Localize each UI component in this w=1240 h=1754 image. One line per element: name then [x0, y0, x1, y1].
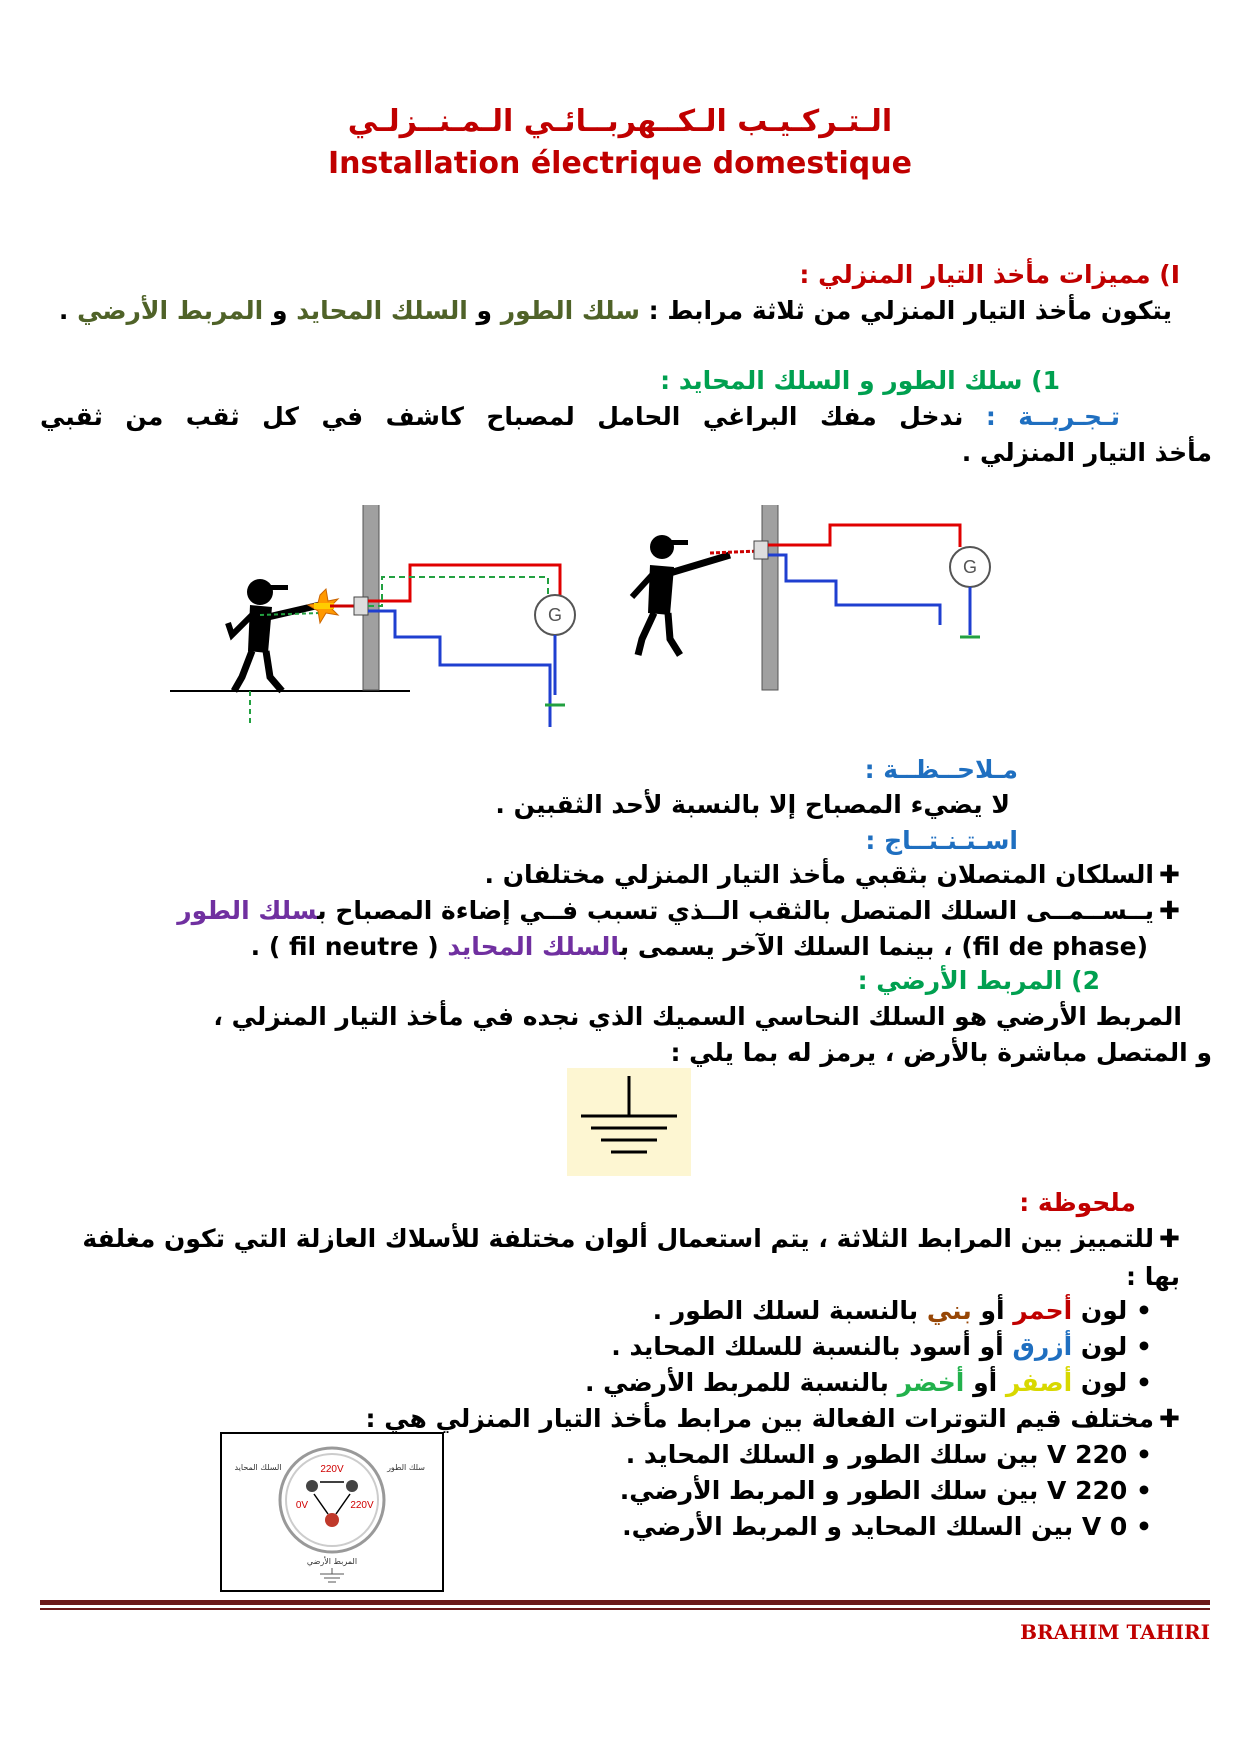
section1-intro — [42, 292, 1172, 330]
observation-label: مـلاحــظــة : — [864, 755, 1018, 784]
generator-left-label: G — [547, 605, 563, 625]
color-pre: لون — [1080, 1368, 1128, 1397]
color-brown: بني — [926, 1296, 972, 1325]
right-scene — [632, 505, 990, 690]
sub1-heading: 1) سلك الطور و السلك المحايد : — [660, 366, 1060, 395]
conclusion-item1 — [180, 856, 1180, 894]
label-phase: سلك الطور — [387, 1463, 425, 1472]
color-red: أحمر — [1013, 1296, 1073, 1325]
page-title-arabic: الـتـركـيـب الـكــهربــائـي الـمـنــزلـي — [347, 104, 893, 139]
term-neutral-2: السلك المحايد — [447, 932, 620, 961]
socket-left — [354, 597, 368, 615]
conclusion-mid: ، بينما السلك الآخر يسمى ب — [619, 932, 953, 961]
voltage-line-2: • 220 V بين سلك الطور و المربط الأرضي. — [619, 1476, 1152, 1505]
intro-end: . — [58, 296, 69, 325]
color-black: أسود — [909, 1332, 971, 1361]
note-label: ملحوظة : — [1019, 1188, 1136, 1217]
conclusion-item2 — [40, 892, 1180, 930]
person-right — [632, 535, 730, 655]
note-item1-text: للتمييز بين المرابط الثلاثة ، يتم استعمال ألوان مختلفة للأسلاك العازلة التي تكون مغلفة بها : — [82, 1224, 1180, 1291]
color-or: أو — [973, 1368, 998, 1397]
bullet-icon: ✚ — [1159, 860, 1180, 889]
person-left — [228, 579, 320, 691]
term-neutral: السلك المحايد — [296, 296, 468, 325]
conclusion-label: اسـتـنـتــاج : — [865, 826, 1018, 855]
experiment-label: تـجـربــة : — [985, 402, 1120, 431]
socket-voltage-diagram — [220, 1432, 444, 1592]
footer-author: BRAHIM TAHIRI — [1020, 1620, 1210, 1644]
color-yellow: أصفر — [1005, 1368, 1073, 1397]
label-v-left: 0V — [295, 1500, 309, 1511]
voltage-value: 0 V — [1081, 1512, 1128, 1541]
conclusion-item2-text: يــســمــى السلك المتصل بالثقب الــذي تسبب فــي إضاءة المصباح ب — [317, 896, 1154, 925]
color-line-neutral: • لون أزرق أو أسود بالنسبة للسلك المحايد . — [611, 1332, 1152, 1361]
voltage-text: بين سلك الطور و السلك المحايد . — [625, 1440, 1039, 1469]
generator-right-label: G — [962, 557, 978, 577]
voltage-value: 220 V — [1047, 1476, 1128, 1505]
note-item2-text: مختلف قيم التوترات الفعالة بين مرابط مأخذ التيار المنزلي هي : — [365, 1404, 1154, 1433]
color-or: أو — [980, 1296, 1005, 1325]
conclusion-item1-text: السلكان المتصلان بثقبي مأخذ التيار المنزلي مختلفان . — [484, 860, 1154, 889]
intro-text: يتكون مأخذ التيار المنزلي من ثلاثة مرابط : — [648, 296, 1172, 325]
earth-pin — [325, 1513, 339, 1527]
socket-right — [754, 541, 768, 559]
color-post: بالنسبة لسلك الطور . — [652, 1296, 919, 1325]
intro-and-2: و — [271, 296, 288, 325]
experiment-line2: مأخذ التيار المنزلي . — [961, 438, 1212, 467]
voltage-text: بين سلك الطور و المربط الأرضي. — [619, 1476, 1039, 1505]
color-pre: لون — [1080, 1296, 1128, 1325]
sub2-text-2: و المتصل مباشرة بالأرض ، يرمز له بما يلي : — [670, 1038, 1212, 1067]
wall-right — [762, 505, 778, 690]
neutral-hole — [306, 1480, 318, 1492]
term-phase-2: سلك الطور — [177, 896, 318, 925]
color-or: أو — [979, 1332, 1004, 1361]
footer-rule-thin — [40, 1608, 1210, 1610]
bullet-icon: ✚ — [1159, 896, 1180, 925]
color-post: بالنسبة للسلك المحايد . — [611, 1332, 901, 1361]
voltage-line-1: • 220 V بين سلك الطور و السلك المحايد . — [625, 1440, 1152, 1469]
voltage-line-3: • 0 V بين السلك المحايد و المربط الأرضي. — [622, 1512, 1152, 1541]
phase-fr: (fil de phase) — [961, 932, 1148, 961]
note-item1 — [60, 1220, 1180, 1296]
color-line-phase: • لون أحمر أو بني بالنسبة لسلك الطور . — [652, 1296, 1152, 1325]
section1-heading: I) مميزات مأخذ التيار المنزلي : — [799, 260, 1180, 289]
phase-hole — [346, 1480, 358, 1492]
bullet-icon: ✚ — [1159, 1224, 1180, 1253]
experiment-line1 — [40, 398, 1120, 436]
sub2-heading: 2) المربط الأرضي : — [857, 966, 1100, 995]
intro-and-1: و — [476, 296, 493, 325]
sub2-text-1: المربط الأرضي هو السلك النحاسي السميك الذي نجده في مأخذ التيار المنزلي ، — [213, 1002, 1182, 1031]
term-earth: المربط الأرضي — [77, 296, 264, 325]
term-phase: سلك الطور — [500, 296, 640, 325]
experiment-text: ندخل مفك البراغي الحامل لمصباح كاشف في كل ثقب من ثقبي — [40, 402, 964, 431]
label-v-right: 220V — [350, 1500, 374, 1511]
label-neutral: السلك المحايد — [234, 1463, 282, 1472]
color-line-earth: • لون أصفر أو أخضر بالنسبة للمربط الأرضي . — [584, 1368, 1152, 1397]
color-blue: أزرق — [1012, 1332, 1073, 1361]
label-v-top: 220V — [320, 1464, 344, 1475]
color-post: بالنسبة للمربط الأرضي . — [584, 1368, 889, 1397]
color-green: أخضر — [897, 1368, 965, 1397]
label-earth: المربط الأرضي — [306, 1557, 358, 1566]
bullet-icon: ✚ — [1159, 1404, 1180, 1433]
conclusion-item2-line2 — [148, 928, 1148, 966]
observation-text: لا يضيء المصباح إلا بالنسبة لأحد الثقبين . — [495, 790, 1010, 819]
color-pre: لون — [1080, 1332, 1128, 1361]
earth-symbol-icon — [567, 1068, 691, 1176]
voltage-text: بين السلك المحايد و المربط الأرضي. — [622, 1512, 1074, 1541]
conclusion-end: . — [250, 932, 261, 961]
page-title-french: Installation électrique domestique — [328, 146, 912, 181]
left-scene — [170, 505, 575, 727]
voltage-value: 220 V — [1047, 1440, 1128, 1469]
neutral-fr: ( fil neutre ) — [268, 932, 439, 961]
experiment-figure — [170, 505, 1080, 737]
footer-rule — [40, 1600, 1210, 1605]
